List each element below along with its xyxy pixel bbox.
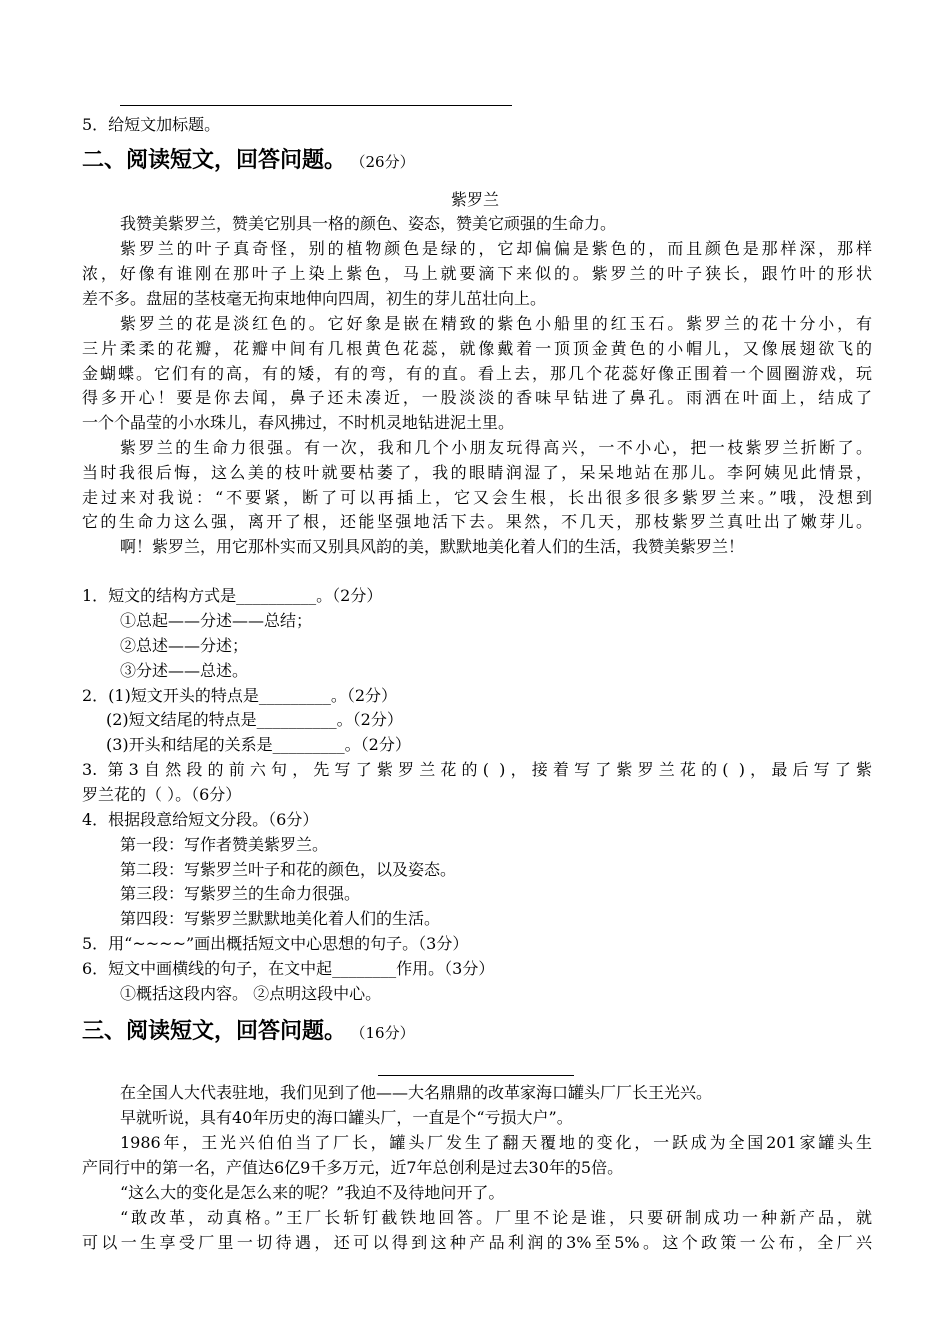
question-4-item: 第一段：写作者赞美紫罗兰。 <box>120 835 329 854</box>
passage-2-line: 1986年，王光兴伯伯当了厂长，罐头厂发生了翻天覆地的变化，一跃成为全国201家罐头生 <box>120 1133 872 1152</box>
question-6: 6．短文中画横线的句子，在文中起________作用。（3分） <box>82 959 495 978</box>
question-4: 4．根据段意给短文分段。（6分） <box>82 810 319 829</box>
passage-line: 啊！紫罗兰，用它那朴实而又别具风韵的美，默默地美化着人们的生活，我赞美紫罗兰！ <box>120 537 745 556</box>
passage-2-line: “这么大的变化是怎么来的呢？”我迫不及待地问开了。 <box>120 1183 505 1202</box>
passage-line: 一个个晶莹的小水珠儿，春风拂过，不时机灵地钻进泥土里。 <box>82 413 515 432</box>
title-answer-line <box>120 105 512 106</box>
section-3-points: （16分） <box>358 1024 415 1042</box>
question-5-add-title: 5．给短文加标题。 <box>82 115 221 134</box>
passage-line: 得多开心！要是你去闻，鼻子还未凑近，一股淡淡的香味早钻进了鼻孔。雨洒在叶面上，结成了 <box>82 388 872 407</box>
question-2-part-2: (2)短文结尾的特点是__________。（2分） <box>106 710 403 729</box>
section-2-heading <box>82 146 415 177</box>
passage-2-line: 产同行中的第一名，产值达6亿9千多万元，近7年总创利是过去30年的5倍。 <box>82 1158 624 1177</box>
passage-title: 紫罗兰 <box>450 190 499 209</box>
passage-line: 金蝴蝶。它们有的高，有的矮，有的弯，有的直。看上去，那几个花蕊好像正围着一个圆圈游戏，玩 <box>82 364 872 383</box>
passage-line: 走过来对我说：“不要紧，断了可以再插上，它又会生根，长出很多很多紫罗兰来。”哦，没想到 <box>82 488 872 507</box>
question-1-option: ②总述——分述； <box>120 636 249 655</box>
section-2-points: （26分） <box>358 153 415 171</box>
question-4-item: 第二段：写紫罗兰叶子和花的颜色，以及姿态。 <box>120 860 457 879</box>
question-5: 5．用“~~~~”画出概括短文中心思想的句子。（3分） <box>82 934 469 953</box>
question-4-item: 第三段：写紫罗兰的生命力很强。 <box>120 884 361 903</box>
passage-2-line: 早就听说，具有40年历史的海口罐头厂，一直是个“亏损大户”。 <box>120 1108 573 1127</box>
passage-line: 紫罗兰的生命力很强。有一次，我和几个小朋友玩得高兴，一不小心，把一枝紫罗兰折断了。 <box>120 438 872 457</box>
question-2-part-1: 2．(1)短文开头的特点是_________。（2分） <box>82 686 398 705</box>
passage-2-line: 可以一生享受厂里一切待遇，还可以得到这种产品利润的3%至5%。这个政策一公布，全厂兴 <box>82 1233 872 1252</box>
section-3-heading <box>82 1017 415 1048</box>
section-2-heading-text: 二、阅读短文，回答问题。 <box>82 148 347 173</box>
question-4-item: 第四段：写紫罗兰默默地美化着人们的生活。 <box>120 909 441 928</box>
question-3: 3. 第3自然段的前六句，先写了紫罗兰花的( )，接着写了紫罗兰花的( )，最后写了紫 <box>82 760 872 779</box>
passage-2-line: “敢改革，动真格。”王厂长斩钉截铁地回答。厂里不论是谁，只要研制成功一种新产品，就 <box>120 1208 872 1227</box>
passage-line: 我赞美紫罗兰，赞美它别具一格的颜色、姿态，赞美它顽强的生命力。 <box>120 214 617 233</box>
question-1-option: ①总起——分述——总结； <box>120 611 313 630</box>
question-2-part-3: (3)开头和结尾的关系是_________。（2分） <box>106 735 411 754</box>
title-blank-line <box>378 1075 574 1076</box>
passage-line: 三片柔柔的花瓣，花瓣中间有几根黄色花蕊，就像戴着一顶顶金黄色的小帽儿，又像展翅欲飞的 <box>82 339 872 358</box>
passage-2-line: 在全国人大代表驻地，我们见到了他——大名鼎鼎的改革家海口罐头厂厂长王光兴。 <box>120 1083 713 1102</box>
passage-line: 浓，好像有谁刚在那叶子上染上紫色，马上就要滴下来似的。紫罗兰的叶子狭长，跟竹叶的形状 <box>82 264 872 283</box>
passage-line: 紫罗兰的花是淡红色的。它好象是嵌在精致的紫色小船里的红玉石。紫罗兰的花十分小，有 <box>120 314 872 333</box>
question-3-cont: 罗兰花的（ ）。（6分） <box>82 785 242 804</box>
question-6-options: ①概括这段内容。 ②点明这段中心。 <box>120 984 382 1003</box>
section-3-heading-text: 三、阅读短文，回答问题。 <box>82 1019 347 1044</box>
passage-line: 当时我很后悔，这么美的枝叶就要枯萎了，我的眼睛润湿了，呆呆地站在那儿。李阿姨见此情景， <box>82 463 872 482</box>
passage-line: 差不多。盘屈的茎枝毫无拘束地伸向四周，初生的芽儿茁壮向上。 <box>82 289 547 308</box>
passage-line: 它的生命力这么强，离开了根，还能坚强地活下去。果然，不几天，那枝紫罗兰真吐出了嫩芽儿。 <box>82 512 872 531</box>
question-1-option: ③分述——总述。 <box>120 661 249 680</box>
passage-line: 紫罗兰的叶子真奇怪，别的植物颜色是绿的，它却偏偏是紫色的，而且颜色是那样深，那样 <box>120 239 872 258</box>
question-1: 1．短文的结构方式是__________。（2分） <box>82 586 383 605</box>
